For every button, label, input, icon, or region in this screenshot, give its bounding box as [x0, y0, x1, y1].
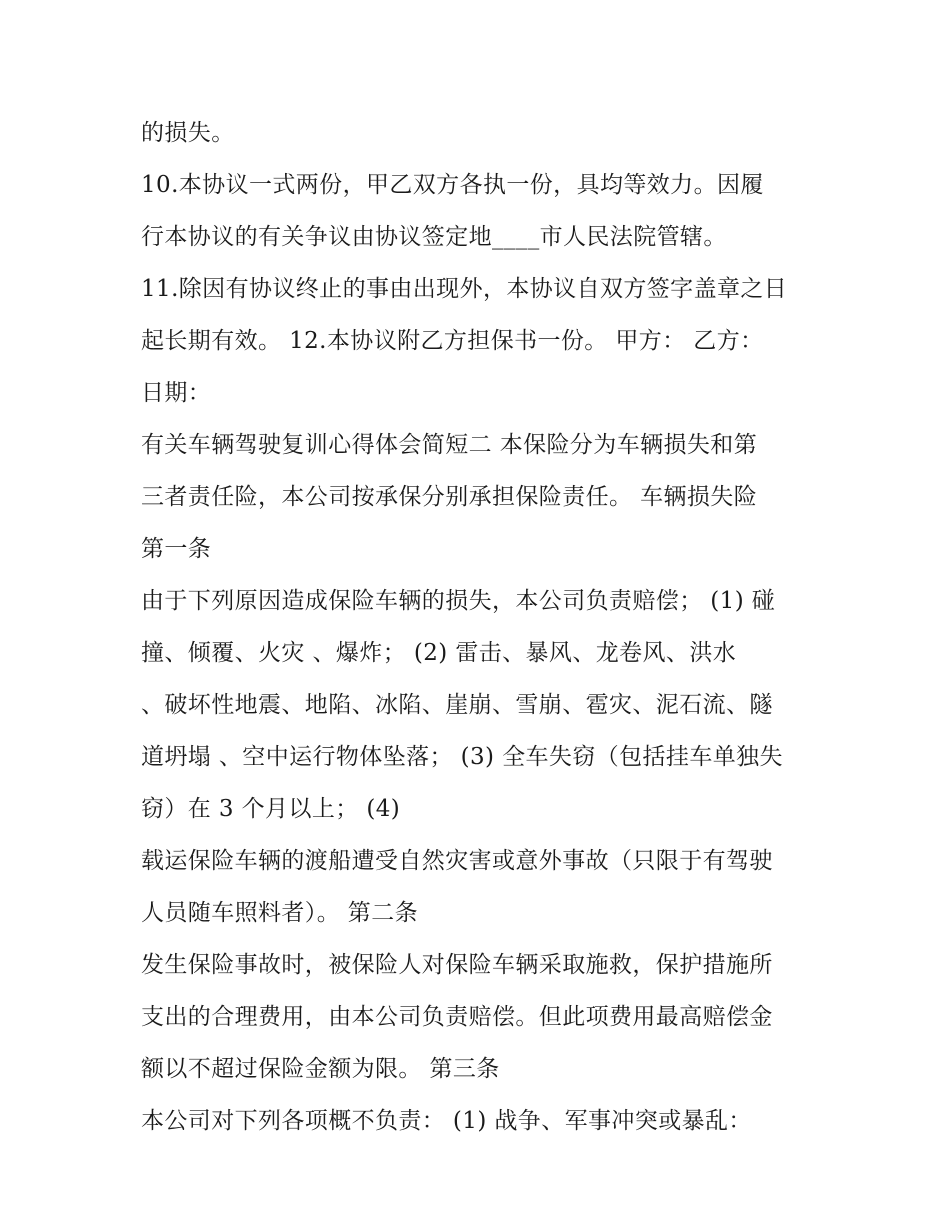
text-line: 起长期有效。 12.本协议附乙方担保书一份。 甲方： 乙方： — [141, 328, 764, 354]
text-line: 由于下列原因造成保险车辆的损失，本公司负责赔偿； (1) 碰 — [141, 588, 776, 614]
text-line: 日期： — [141, 380, 212, 406]
text-line: 道坍塌 、空中运行物体坠落； (3) 全车失窃（包括挂车单独失 — [141, 744, 783, 770]
text-line: 额以不超过保险金额为限。 第三条 — [141, 1056, 500, 1082]
text-line: 发生保险事故时，被保险人对保险车辆采取施救，保护措施所 — [141, 952, 773, 978]
text-line: 窃）在 3 个月以上； (4) — [141, 796, 401, 822]
text-line: 有关车辆驾驶复训心得体会简短二 本保险分为车辆损失和第 — [141, 432, 758, 458]
text-line: 、破坏性地震、地陷、冰陷、崖崩、雪崩、雹灾、泥石流、隧 — [141, 692, 773, 718]
document-body — [141, 107, 841, 1147]
text-line: 的损失。 — [141, 120, 235, 146]
text-line: 人员随车照料者）。 第二条 — [141, 900, 419, 926]
text-line: 三者责任险，本公司按承保分别承担保险责任。 车辆损失险 — [141, 484, 758, 510]
text-line: 行本协议的有关争议由协议签定地____市人民法院管辖。 — [141, 224, 727, 250]
text-line: 撞、倾覆、火灾 、爆炸； (2) 雷击、暴风、龙卷风、洪水 — [141, 640, 737, 666]
text-line: 本公司对下列各项概不负责： (1) 战争、军事冲突或暴乱： — [141, 1108, 752, 1134]
text-line: 支出的合理费用，由本公司负责赔偿。但此项费用最高赔偿金 — [141, 1004, 773, 1030]
text-line: 第一条 — [141, 536, 212, 562]
text-line: 载运保险车辆的渡船遭受自然灾害或意外事故（只限于有驾驶 — [141, 848, 773, 874]
text-line: 10.本协议一式两份，甲乙双方各执一份，具均等效力。因履 — [141, 172, 764, 198]
text-line: 11.除因有协议终止的事由出现外，本协议自双方签字盖章之日 — [141, 276, 788, 302]
